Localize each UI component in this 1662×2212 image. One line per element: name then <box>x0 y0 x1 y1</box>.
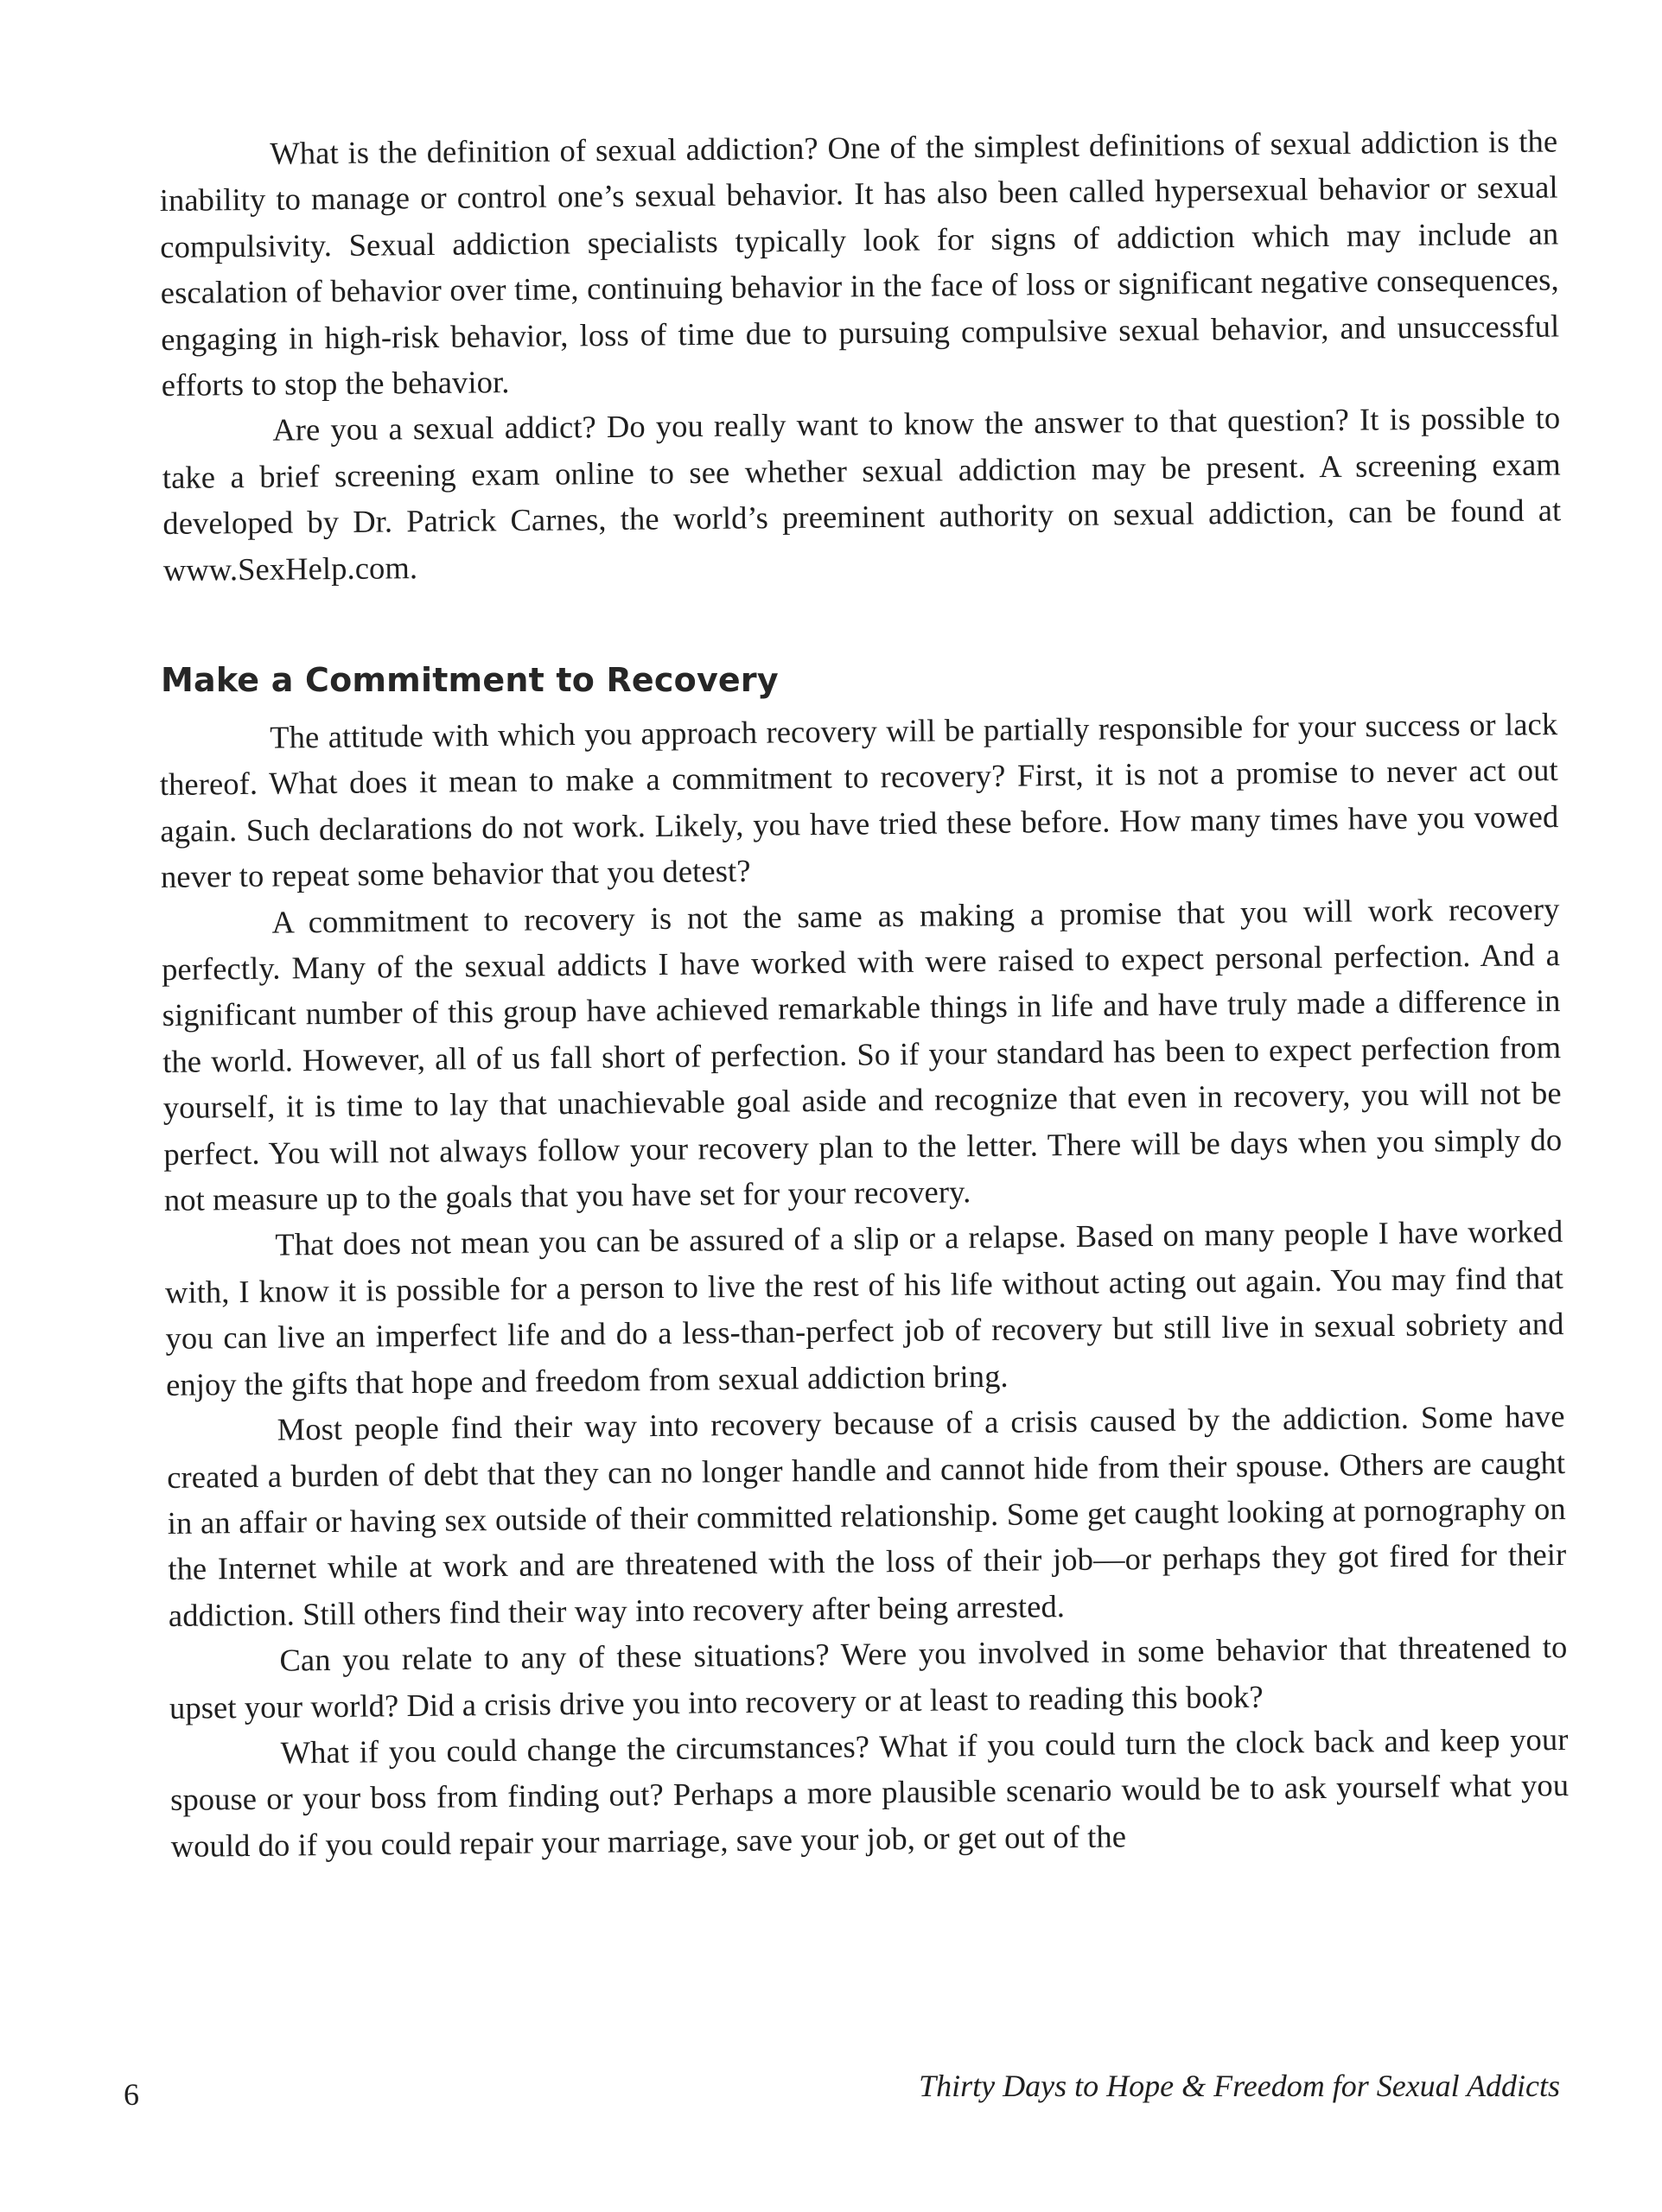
paragraph-perfection: A commitment to recovery is not the same as making a promise that you will work recovery perfectly. Many of the sexual addicts I have worked with were raised to expect personal perfection. And a significant number of this group have achieved remarkable things in life and have truly made a difference in the world. However, all of us fall short of perfection. So if your standard has been to expect perfection from yourself, it is time to lay that unachievable goal aside and recognize that even in recovery, you will not be perfect. You will not always follow your recovery plan to the letter. There will be days when you simply do not measure up to the goals that you have set for your recovery. <box>161 890 1563 1218</box>
intro-text-block <box>159 118 1562 593</box>
commitment-text-block <box>159 701 1570 1869</box>
paragraph-relapse: That does not mean you can be assured of a slip or a relapse. Based on many people I have worked with, I know it is possible for a person to live the rest of his life without acting out again. You may find that you can live an imperfect life and do a less-than-perfect job of recovery but still live in sexual sobriety and enjoy the gifts that hope and freedom from sexual addiction bring. <box>164 1213 1564 1402</box>
paragraph-definition: What is the definition of sexual addiction? One of the simplest definitions of sexual addiction is the inability to manage or control one’s sexual behavior. It has also been called hypersexual behavior or sexual compulsivity. Sexual addiction specialists typically look for signs of addiction which may include an escalation of behavior over time, continuing behavior in the face of loss or significant negative consequences, engaging in high-risk behavior, loss of time due to pursuing compulsive sexual behavior, and unsuccessful efforts to stop the behavior. <box>159 123 1560 404</box>
running-footer-title: Thirty Days to Hope & Freedom for Sexual Addicts <box>919 2069 1560 2103</box>
paragraph-crisis: Most people find their way into recovery because of a crisis caused by the addiction. Some have created a burden of debt that they can no longer handle and cannot hide from their spouse. Others are caught in an affair or having sex outside of their committed relationship. Some get caught looking at pornography on the Internet while at work and are threatened with the loss of their job—or perhaps they got fired for their addiction. Still others find their way into recovery after being arrested. <box>167 1398 1567 1633</box>
paragraph-attitude: The attitude with which you approach recovery will be partially responsible for your success or lack thereof. What does it mean to make a commitment to recovery? First, it is not a promise to never act out again. Such declarations do not work. Likely, you have tried these before. How many times have you vowed never to repeat some behavior that you detest? <box>159 706 1559 895</box>
paragraph-screening: Are you a sexual addict? Do you really want to know the answer to that question? It is possible to take a brief screening exam online to see whether sexual addiction may be present. A screening exam developed by Dr. Patrick Carnes, the world’s preeminent authority on sexual addiction, can be found at www.SexHelp.com. <box>162 399 1562 588</box>
page-number: 6 <box>124 2077 139 2112</box>
paragraph-circumstances: What if you could change the circumstances? What if you could turn the clock back and keep your spouse or your boss from finding out? Perhaps a more plausible scenario would be to ask yourself what you would do if you could repair your marriage, save your job, or get out of the <box>169 1720 1570 1864</box>
paragraph-relate: Can you relate to any of these situations? Were you involved in some behavior that threatened to upset your world? Did a crisis drive you into recovery or at least to reading this book? <box>169 1629 1568 1726</box>
section-heading: Make a Commitment to Recovery <box>161 661 779 699</box>
